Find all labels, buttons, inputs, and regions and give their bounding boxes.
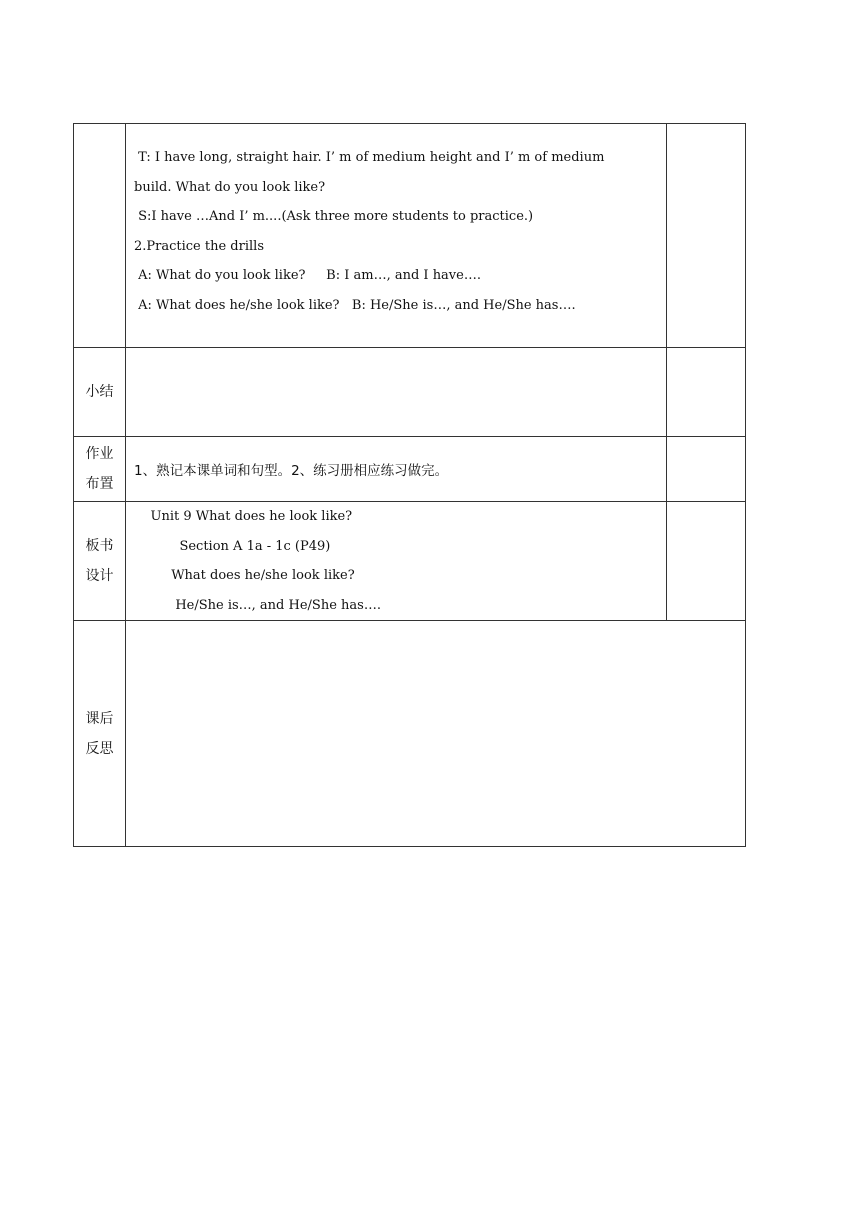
board-notes-cell — [667, 502, 746, 621]
homework-row — [74, 437, 746, 502]
board-label-line1: 板书 — [85, 538, 114, 554]
homework-notes-cell — [667, 437, 746, 502]
procedure-line: 2.Practice the drills — [134, 238, 264, 254]
procedure-line: S:I have …And I’ m....(Ask three more students to practice.) — [134, 209, 534, 225]
lesson-plan-table — [73, 123, 746, 847]
board-line: Section A 1a - 1c (P49) — [134, 538, 331, 554]
board-line: He/She is…, and He/She has…. — [134, 597, 381, 613]
reflection-label-line1: 课后 — [85, 710, 114, 727]
board-line: Unit 9 What does he look like? — [134, 509, 353, 524]
reflection-row — [74, 621, 746, 847]
reflection-label-cell — [74, 621, 126, 847]
board-label-cell — [74, 502, 126, 621]
reflection-content-cell — [126, 621, 746, 847]
procedure-label-cell — [74, 124, 126, 348]
procedure-line: T: I have long, straight hair. I’ m of medium height and I’ m of medium — [134, 150, 605, 165]
procedure-row — [74, 124, 746, 348]
homework-label-line2: 布置 — [85, 476, 114, 492]
reflection-label-line2: 反思 — [85, 740, 114, 757]
homework-content: 1、熟记本课单词和句型。2、练习册相应练习做完。 — [126, 437, 667, 502]
board-content-cell — [126, 502, 667, 621]
board-design-row — [74, 502, 746, 621]
procedure-line: build. What do you look like? — [134, 179, 326, 195]
procedure-line: A: What does he/she look like? B: He/She is…, and He/She has…. — [134, 297, 576, 313]
homework-label-line1: 作业 — [85, 446, 114, 462]
board-label-line2: 设计 — [85, 568, 114, 584]
procedure-notes-cell — [667, 124, 746, 348]
procedure-line: A: What do you look like? B: I am…, and I have…. — [134, 268, 481, 284]
procedure-content-cell — [126, 124, 667, 348]
board-line: What does he/she look like? — [134, 568, 355, 583]
summary-label: 小结 — [85, 384, 114, 400]
summary-label-cell — [74, 348, 126, 437]
summary-notes-cell — [667, 348, 746, 437]
summary-content-cell — [126, 348, 667, 437]
summary-row — [74, 348, 746, 437]
homework-label-cell — [74, 437, 126, 502]
